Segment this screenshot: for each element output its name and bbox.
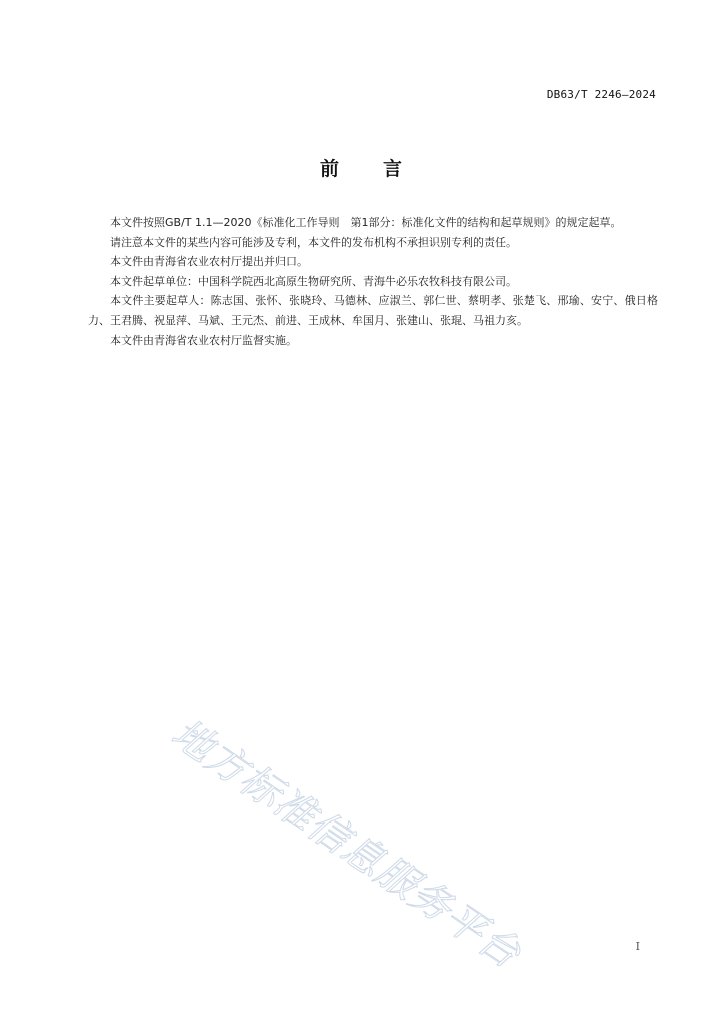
watermark: 地方标准信息服务平台 [163,710,529,978]
paragraph-drafting-units: 本文件起草单位：中国科学院西北高原生物研究所、青海牛必乐农牧科技有限公司。 [110,274,517,288]
title-char-2: 言 [383,158,405,180]
paragraph-patent-notice: 请注意本文件的某些内容可能涉及专利，本文件的发布机构不承担识别专利的责任。 [110,235,517,249]
paragraph-implementation: 本文件由青海省农业农村厅监督实施。 [110,333,297,347]
paragraph-drafting-rules: 本文件按照GB/T 1.1—2020《标准化工作导则 第1部分：标准化文件的结构和起草规则》的规定起草。 [110,216,622,229]
foreword-body [88,213,658,350]
paragraph-proposer: 本文件由青海省农业农村厅提出并归口。 [110,255,308,269]
paragraph-drafters: 本文件主要起草人：陈志国、张怀、张晓玲、马德林、应淑兰、郭仁世、蔡明孝、张楚飞、邢瑜、安宁、俄日格力、王君腾、祝显萍、马斌、王元杰、前进、王成林、牟国月、张建山、张琨、马祖力亥。 [88,294,658,327]
page-title [0,154,724,181]
title-char-1: 前 [319,158,341,180]
page-number: I [635,940,640,953]
document-code: DB63/T 2246—2024 [546,88,656,101]
